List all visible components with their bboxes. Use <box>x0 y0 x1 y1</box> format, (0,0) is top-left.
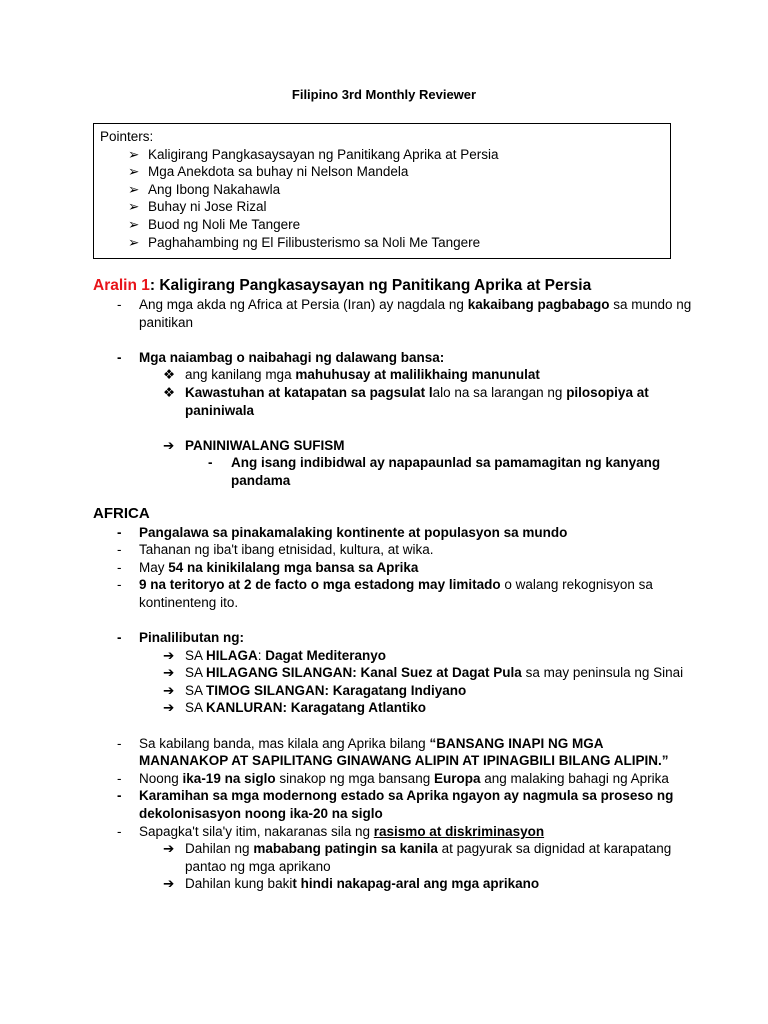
dash-bullet-icon: - <box>117 630 122 646</box>
arrowhead-bullet-icon: ➢ <box>128 234 140 250</box>
diamond-bullet-icon: ❖ <box>163 384 176 400</box>
africa-item: - Sapagka't sila'y itim, nakaranas sila ng rasismo at diskriminasyon <box>117 823 545 839</box>
dash-bullet-icon: - <box>117 788 122 804</box>
contribution-item: ❖ ang kanilang mga mahuhusay at malilikhaing manunulat <box>163 367 540 383</box>
africa-item: - Tahanan ng iba't ibang etnisidad, kultura, at wika. <box>117 542 434 558</box>
arrowhead-bullet-icon: ➢ <box>128 181 140 197</box>
arrow-bullet-icon: ➔ <box>163 876 175 892</box>
africa-item: - Karamihan sa mga modernong estado sa Aprika ngayon ay nagmula sa proseso ng dekolonisasyon noong ika-20 na siglo <box>117 788 674 822</box>
aralin-title: : Kaligirang Pangkasaysayan ng Panitikang Aprika at Persia <box>149 277 592 294</box>
arrowhead-bullet-icon: ➢ <box>128 216 140 232</box>
dash-bullet-icon: - <box>117 770 122 786</box>
border-item: ➔ SA KANLURAN: Karagatang Atlantiko <box>163 700 427 716</box>
dash-bullet-icon: - <box>117 297 122 312</box>
document-body <box>93 276 693 893</box>
pointer-item: ➢ Paghahambing ng El Filibusterismo sa Noli Me Tangere <box>128 234 481 250</box>
arrowhead-bullet-icon: ➢ <box>128 164 140 180</box>
document-title: Filipino 3rd Monthly Reviewer <box>291 87 477 102</box>
pointers-list <box>100 146 664 252</box>
reason-item: ➔ Dahilan kung bakit hindi nakapag-aral ang mga aprikano <box>163 876 540 892</box>
arrow-bullet-icon: ➔ <box>163 841 175 857</box>
aralin-heading <box>93 276 693 296</box>
dash-bullet-icon: - <box>117 823 122 839</box>
contributions-heading: - Mga naiambag o naibahagi ng dalawang bansa: <box>117 349 445 365</box>
dash-bullet-icon: - <box>208 455 213 471</box>
pointers-heading: Pointers: <box>100 129 154 144</box>
aralin-paragraph: - Ang mga akda ng Africa at Persia (Iran) ay nagdala ng kakaibang pagbabago sa mundo ng panitikan <box>117 297 692 330</box>
dash-bullet-icon: - <box>117 577 122 593</box>
arrowhead-bullet-icon: ➢ <box>128 146 140 162</box>
pointers-box <box>93 123 671 259</box>
pointer-item: ➢ Buod ng Noli Me Tangere <box>128 216 301 232</box>
surrounded-heading: - Pinalilibutan ng: <box>117 630 244 646</box>
border-item: ➔ SA HILAGANG SILANGAN: Kanal Suez at Dagat Pula sa may peninsula ng Sinai <box>163 665 684 681</box>
contribution-item: ❖ Kawastuhan at katapatan sa pagsulat lalo na sa larangan ng pilosopiya at paniniwala <box>163 384 649 418</box>
reason-item: ➔ Dahilan ng mababang patingin sa kanila at pagyurak sa dignidad at karapatang pantao ng mga aprikano <box>163 841 672 874</box>
border-item: ➔ SA HILAGA: Dagat Mediteranyo <box>163 647 387 663</box>
africa-item: - Pangalawa sa pinakamalaking kontinente at populasyon sa mundo <box>117 524 568 540</box>
dash-bullet-icon: - <box>117 524 122 540</box>
arrow-bullet-icon: ➔ <box>163 647 175 663</box>
africa-item: - Sa kabilang banda, mas kilala ang Aprika bilang “BANSANG INAPI NG MGA MANANAKOP AT SAPILITANG GINAWANG ALIPIN AT IPINAGBILI BILANG ALIPIN.” <box>117 735 669 769</box>
sufism-description: - Ang isang indibidwal ay napapaunlad sa pamamagitan ng kanyang pandama <box>208 455 661 488</box>
dash-bullet-icon: - <box>117 349 122 365</box>
pointer-item: ➢ Ang Ibong Nakahawla <box>128 181 281 197</box>
sufism-heading: ➔ PANINIWALANG SUFISM <box>163 437 345 453</box>
arrow-bullet-icon: ➔ <box>163 665 175 681</box>
arrow-bullet-icon: ➔ <box>163 437 175 453</box>
pointer-item: ➢ Mga Anekdota sa buhay ni Nelson Mandela <box>128 164 409 180</box>
africa-item: - 9 na teritoryo at 2 de facto o mga estadong may limitado o walang rekognisyon sa kontinenteng ito. <box>117 577 653 610</box>
africa-item: - May 54 na kinikilalang mga bansa sa Aprika <box>117 559 419 575</box>
dash-bullet-icon: - <box>117 735 122 751</box>
arrow-bullet-icon: ➔ <box>163 700 175 716</box>
diamond-bullet-icon: ❖ <box>163 367 176 383</box>
pointer-item: ➢ Buhay ni Jose Rizal <box>128 199 267 215</box>
aralin-label: Aralin 1 <box>93 277 150 294</box>
dash-bullet-icon: - <box>117 559 122 575</box>
africa-heading: AFRICA <box>93 504 150 522</box>
border-item: ➔ SA TIMOG SILANGAN: Karagatang Indiyano <box>163 682 467 698</box>
arrowhead-bullet-icon: ➢ <box>128 199 140 215</box>
africa-item: - Noong ika-19 na siglo sinakop ng mga bansang Europa ang malaking bahagi ng Aprika <box>117 770 669 786</box>
pointer-item: ➢ Kaligirang Pangkasaysayan ng Panitikang Aprika at Persia <box>128 146 499 162</box>
dash-bullet-icon: - <box>117 542 122 558</box>
arrow-bullet-icon: ➔ <box>163 682 175 698</box>
